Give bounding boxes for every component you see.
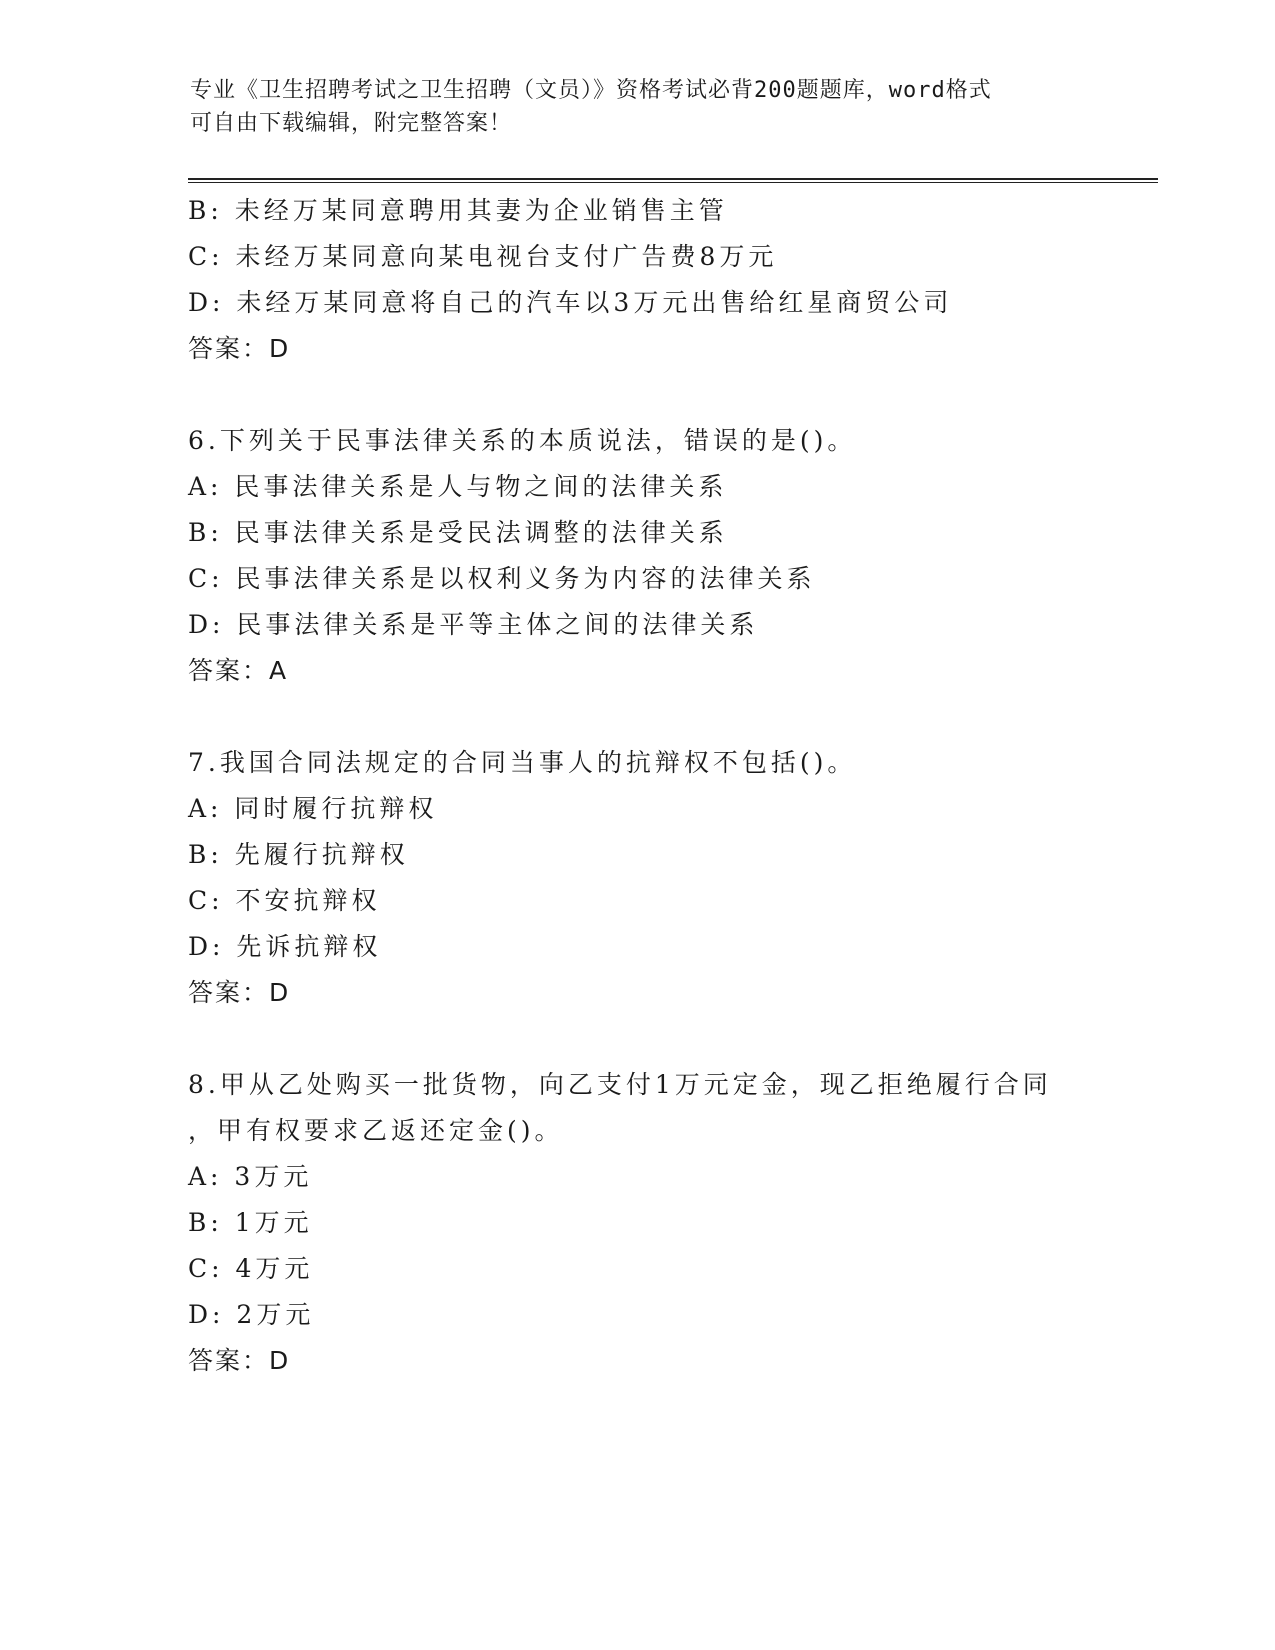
option-a: A: 3万元 [188, 1162, 313, 1191]
question-text-line-1: 8.甲从乙处购买一批货物，向乙支付1万元定金，现乙拒绝履行合同 [188, 1070, 1052, 1099]
option-b: B: 1万元 [188, 1208, 313, 1237]
option-b: B: 未经万某同意聘用其妻为企业销售主管 [188, 196, 728, 225]
header-subtitle-line: 可自由下载编辑，附完整答案！ [190, 111, 513, 136]
spacer [188, 1016, 1188, 1062]
option-d: D: 民事法律关系是平等主体之间的法律关系 [188, 610, 759, 639]
option-b: B: 先履行抗辩权 [188, 840, 409, 869]
header-divider [188, 178, 1158, 183]
spacer [188, 372, 1188, 418]
spacer [188, 694, 1188, 740]
answer: 答案：D [188, 1346, 291, 1375]
option-c: C: 4万元 [188, 1254, 314, 1283]
question-text-line-2: ，甲有权要求乙返还定金()。 [188, 1116, 564, 1145]
answer: 答案：A [188, 656, 289, 685]
option-d: D: 未经万某同意将自己的汽车以3万元出售给红星商贸公司 [188, 288, 953, 317]
answer: 答案：D [188, 978, 291, 1007]
document-header [190, 74, 1090, 140]
option-d: D: 2万元 [188, 1300, 315, 1329]
option-c: C: 民事法律关系是以权利义务为内容的法律关系 [188, 564, 816, 593]
question-text: 7.我国合同法规定的合同当事人的抗辩权不包括()。 [188, 748, 857, 777]
option-a: A: 同时履行抗辩权 [188, 794, 438, 823]
option-c: C: 未经万某同意向某电视台支付广告费8万元 [188, 242, 778, 271]
option-c: C: 不安抗辩权 [188, 886, 381, 915]
answer: 答案：D [188, 334, 291, 363]
question-7 [188, 740, 1188, 1016]
question-text: 6.下列关于民事法律关系的本质说法，错误的是()。 [188, 426, 857, 455]
option-a: A: 民事法律关系是人与物之间的法律关系 [188, 472, 728, 501]
question-6 [188, 418, 1188, 694]
question-8 [188, 1062, 1188, 1384]
question-list [188, 188, 1188, 1384]
question-5 [188, 188, 1188, 372]
header-title-line: 专业《卫生招聘考试之卫生招聘（文员）》资格考试必背200题题库，word格式 [190, 78, 992, 103]
option-d: D: 先诉抗辩权 [188, 932, 382, 961]
option-b: B: 民事法律关系是受民法调整的法律关系 [188, 518, 728, 547]
